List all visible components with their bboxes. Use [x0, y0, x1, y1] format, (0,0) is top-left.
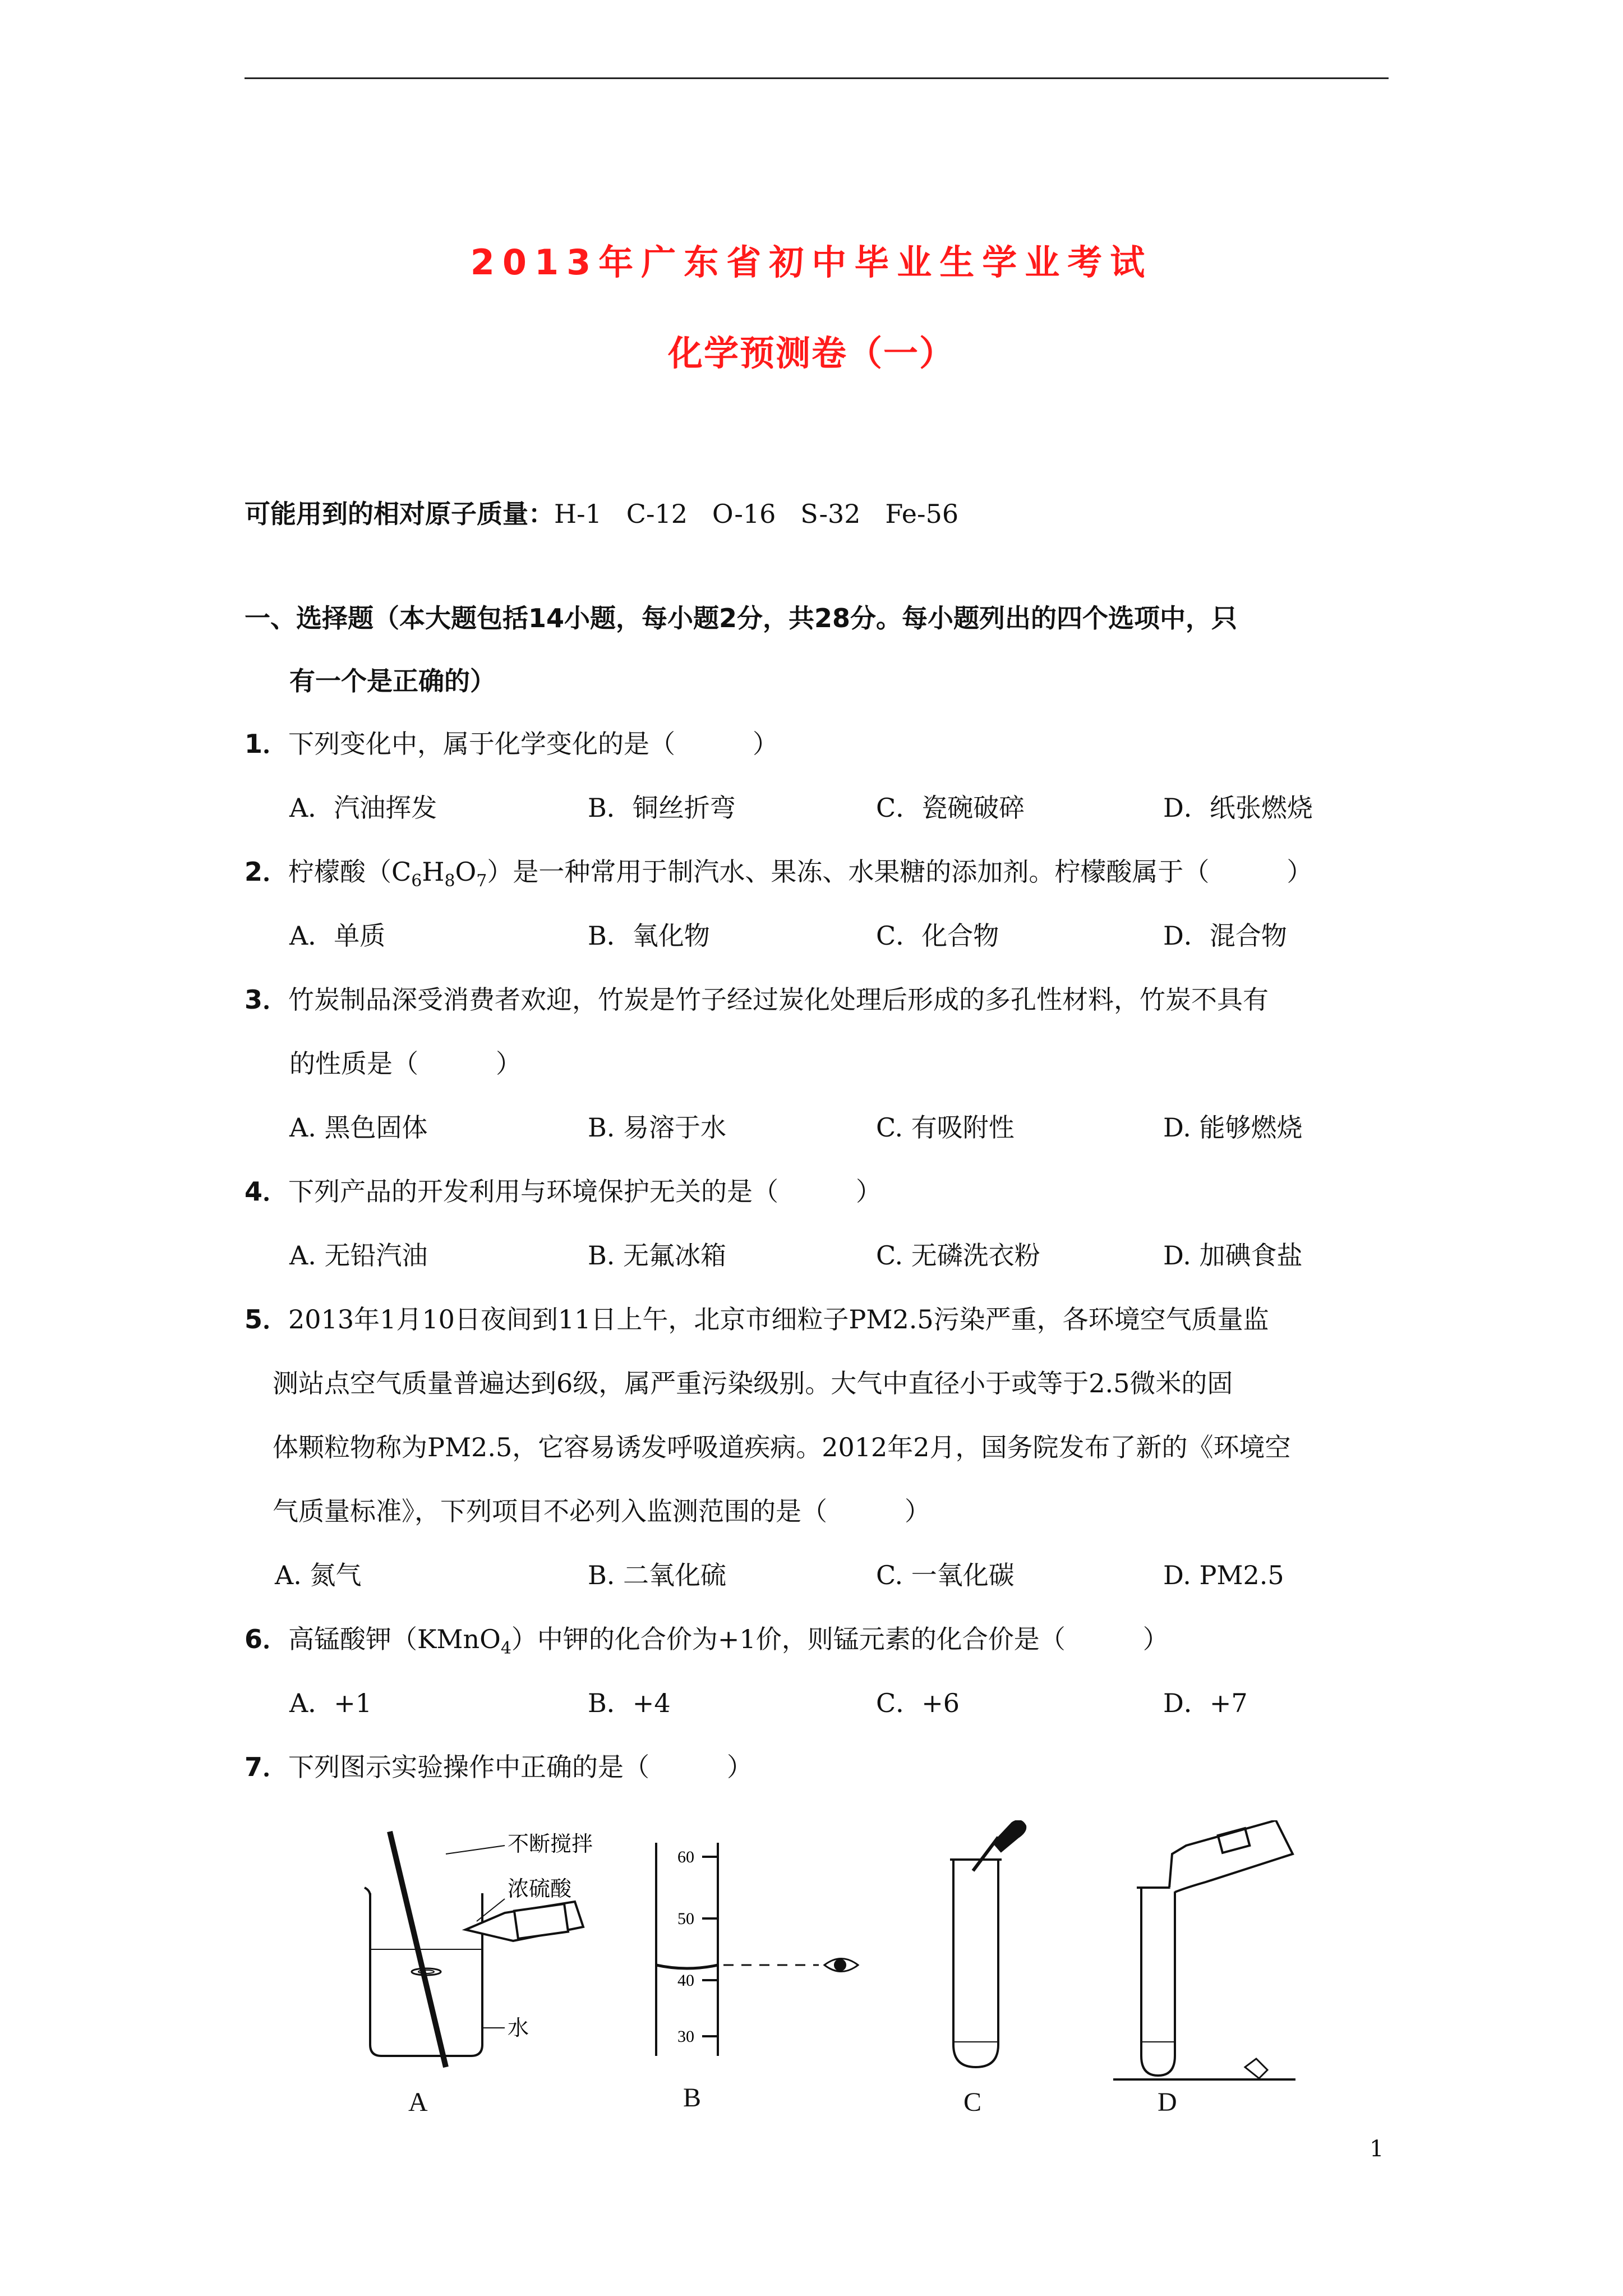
question-4 — [245, 1175, 882, 1208]
question-number: 2． — [245, 857, 289, 887]
q2-option-d: D．混合物 — [1163, 921, 1287, 951]
q6-option-a: A．+1 — [289, 1688, 372, 1718]
atomic-masses-line — [245, 497, 958, 531]
section1-heading-line1: 一、选择题（本大题包括14小题，每小题2分，共28分。每小题列出的四个选项中，只 — [245, 603, 1238, 633]
tick-30: 30 — [677, 2027, 694, 2046]
question-number: 7． — [245, 1752, 289, 1782]
question-stem-post: ）中钾的化合价为+1价，则锰元素的化合价是（ ） — [511, 1624, 1169, 1654]
q2-option-b: B．氧化物 — [588, 921, 710, 951]
q5-option-a: A. 氮气 — [275, 1560, 362, 1590]
tick-40: 40 — [677, 1971, 694, 1990]
q3-option-b: B. 易溶于水 — [588, 1112, 727, 1143]
q6-option-b: B．+4 — [588, 1688, 671, 1718]
question-2 — [245, 855, 1312, 898]
label-stir: 不断搅拌 — [508, 1833, 593, 1856]
figure-d-caption: D — [1158, 2087, 1177, 2117]
figure-a-caption: A — [408, 2087, 428, 2117]
q3-option-a: A. 黑色固体 — [289, 1112, 428, 1143]
question-number: 1． — [245, 729, 289, 759]
formula-part: O — [455, 857, 477, 887]
q1-option-d: D．纸张燃烧 — [1163, 793, 1313, 823]
formula-part: H — [422, 857, 445, 887]
question-number: 3． — [245, 984, 289, 1015]
question-stem: 下列图示实验操作中正确的是（ ） — [288, 1752, 753, 1782]
subscript: 7 — [476, 871, 487, 891]
question-stem: 下列产品的开发利用与环境保护无关的是（ ） — [288, 1176, 882, 1207]
question-3 — [245, 983, 1269, 1016]
question-stem: 2013年1月10日夜间到11日上午，北京市细粒子PM2.5污染严重，各环境空气质量监 — [288, 1304, 1269, 1335]
q3-option-c: C. 有吸附性 — [876, 1112, 1015, 1143]
q4-option-b: B. 无氟冰箱 — [588, 1240, 727, 1271]
q1-option-c: C．瓷碗破碎 — [876, 793, 1025, 823]
subscript: 8 — [444, 871, 455, 891]
figure-b-caption: B — [683, 2083, 702, 2113]
label-water: 水 — [508, 2017, 529, 2040]
q5-option-c: C. 一氧化碳 — [876, 1560, 1015, 1590]
question-number: 6． — [245, 1624, 289, 1654]
subscript: 6 — [411, 871, 422, 891]
q6-option-d: D．+7 — [1163, 1688, 1248, 1718]
q1-option-b: B．铜丝折弯 — [588, 793, 736, 823]
question-stem-post: ）是一种常用于制汽水、果冻、水果糖的添加剂。柠檬酸属于（ ） — [487, 857, 1313, 887]
question-5-line2: 测站点空气质量普遍达到6级，属严重污染级别。大气中直径小于或等于2.5微米的固 — [273, 1368, 1233, 1398]
question-1 — [245, 727, 778, 761]
question-7 — [245, 1750, 753, 1784]
header-rule — [245, 77, 1389, 79]
question-6 — [245, 1622, 1169, 1665]
question-stem: 竹炭制品深受消费者欢迎，竹炭是竹子经过炭化处理后形成的多孔性材料，竹炭不具有 — [288, 984, 1269, 1015]
figure-d-pouring — [1108, 1820, 1310, 2090]
subscript: 4 — [500, 1639, 511, 1659]
question-5 — [245, 1303, 1269, 1336]
tick-50: 50 — [677, 1910, 694, 1928]
question-stem-pre: 柠檬酸（C — [288, 857, 412, 887]
question-3-line2: 的性质是（ ） — [289, 1048, 522, 1079]
tick-60: 60 — [677, 1848, 694, 1866]
question-5-line4: 气质量标准》，下列项目不必列入监测范围的是（ ） — [273, 1496, 930, 1526]
section1-heading-line2: 有一个是正确的） — [289, 666, 496, 696]
question-stem: 下列变化中，属于化学变化的是（ ） — [288, 729, 779, 759]
q6-option-c: C．+6 — [876, 1688, 960, 1718]
q3-option-d: D. 能够燃烧 — [1163, 1112, 1303, 1143]
label-acid: 浓硫酸 — [508, 1878, 572, 1901]
page-subtitle: 化学预测卷（一） — [667, 333, 955, 374]
page-number: 1 — [1370, 2136, 1384, 2162]
q2-option-a: A．单质 — [289, 921, 386, 951]
figure-b-cylinder — [639, 1820, 875, 2062]
q4-option-d: D. 加碘食盐 — [1163, 1240, 1303, 1271]
page-title: 2013年广东省初中毕业生学业考试 — [470, 242, 1153, 283]
q5-option-d: D. PM2.5 — [1163, 1560, 1284, 1590]
question-5-line3: 体颗粒物称为PM2.5，它容易诱发呼吸道疾病。2012年2月，国务院发布了新的《环境空 — [273, 1432, 1291, 1462]
atomic-masses-label: 可能用到的相对原子质量： — [245, 499, 554, 529]
q2-option-c: C．化合物 — [876, 921, 999, 951]
q5-option-b: B. 二氧化硫 — [588, 1560, 727, 1590]
question-number: 4． — [245, 1176, 289, 1207]
atomic-masses-values: H-1 C-12 O-16 S-32 Fe-56 — [554, 499, 959, 529]
question-stem-pre: 高锰酸钾（KMnO — [288, 1624, 501, 1654]
figure-c-dropper — [942, 1820, 1032, 2090]
q4-option-a: A. 无铅汽油 — [289, 1240, 428, 1271]
q4-option-c: C. 无磷洗衣粉 — [876, 1240, 1040, 1271]
question-number: 5． — [245, 1304, 289, 1335]
q1-option-a: A．汽油挥发 — [289, 793, 437, 823]
figure-a-dilution — [336, 1820, 594, 2090]
figure-c-caption: C — [963, 2087, 982, 2117]
